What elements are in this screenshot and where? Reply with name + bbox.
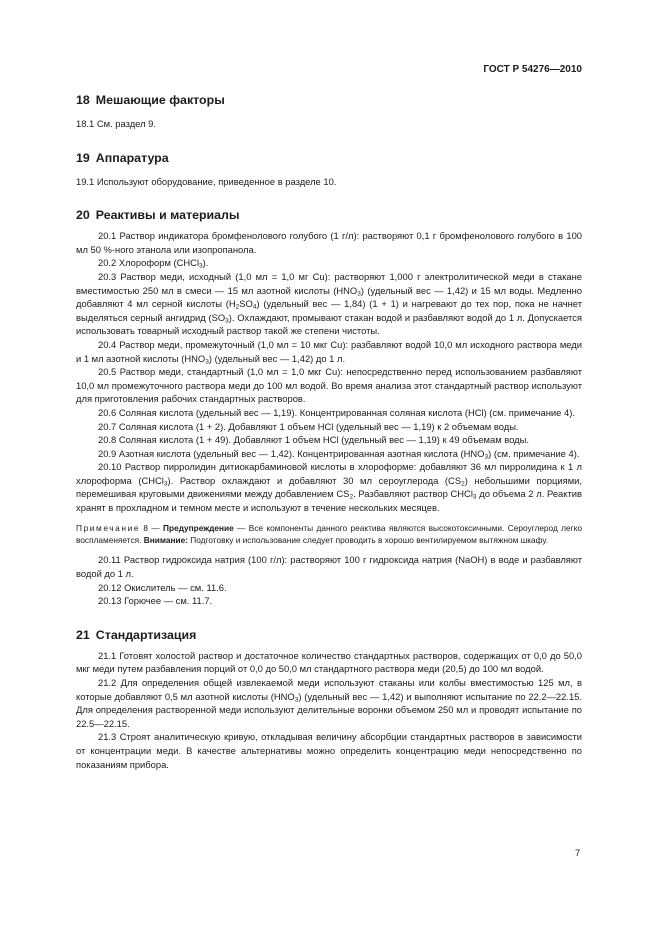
subscript: 3 xyxy=(484,453,489,461)
paragraph-19-1: 19.1 Используют оборудование, приведенное в разделе 10. xyxy=(76,175,337,187)
paragraph-20-12: 20.12 Окислитель — см. 11.6. xyxy=(98,581,227,593)
subscript: 3 xyxy=(199,262,203,270)
text-run: 20.4 Раствор меди, промежуточный (1,0 мл = 10 мкг Cu): разбавляют водой 10,0 мл исходного раствора меди и 1 мл азотной кислоты (HNO xyxy=(76,338,582,364)
section-title: Аппаратура xyxy=(95,150,169,165)
section-title: Стандартизация xyxy=(95,627,197,642)
note-label: Примечание xyxy=(76,522,141,533)
paragraph-20-6: 20.6 Соляная кислота (удельный вес — 1,19). Концентрированная соляная кислота (HCl) (см. примечание 4). xyxy=(98,406,575,418)
section-20-heading xyxy=(76,207,582,223)
subscript: 3 xyxy=(163,480,168,488)
text-run: до объема 2 л. Реактив хранят в прохладном и темном месте и используют в течение нескольких месяцев. xyxy=(76,488,582,514)
paragraph-21-3: 21.3 Строят аналитическую кривую, откладывая величину абсорбции стандартных растворов в зависимости от концентрации меди. В качестве альтернативы можно определить концентрацию меди непосредственно по показаниям прибора. xyxy=(76,731,582,770)
subscript: 3 xyxy=(472,493,477,501)
text-run: Подготовку и использование следует проводить в хорошо вентилируемом вытяжном шкафу. xyxy=(187,535,549,546)
text-run: 21.2 Для определения общей извлекаемой меди используют стаканы или колбы вместимостью 125 мл, в которые добавляют 0,5 мл азотной кислоты (HNO xyxy=(76,677,582,702)
text-run: . Разбавляют раствор CHCl xyxy=(353,488,473,500)
subscript: 3 xyxy=(357,290,361,298)
paragraph-20-10 xyxy=(76,460,582,514)
paragraph-18-1: 18.1 См. раздел 9. xyxy=(76,118,156,129)
text-run: 8 — xyxy=(140,522,164,533)
section-21-heading xyxy=(76,627,582,643)
subscript: 4 xyxy=(252,303,257,311)
text-run: ) (удельный вес — 1,42) до 1 л. xyxy=(208,352,346,364)
page-number: 7 xyxy=(575,847,581,858)
subscript: 3 xyxy=(225,317,229,325)
text-run: ) (см. примечание 4). xyxy=(488,447,580,459)
attention-label: Внимание: xyxy=(143,535,188,546)
text-run: SO xyxy=(239,298,253,310)
section-20-body xyxy=(76,229,582,608)
text-run: — Все компоненты данного реактива являются высокотоксичными. Сероуглерод легко воспламеняется. xyxy=(76,522,583,546)
paragraph-20-8: 20.8 Соляная кислота (1 + 49). Добавляют 1 объем HCl (удельный вес — 1,19) к 49 объемам воды. xyxy=(98,434,529,446)
text-run: ). xyxy=(202,257,209,269)
paragraph-20-9 xyxy=(76,447,582,461)
paragraph-20-7: 20.7 Соляная кислота (1 + 2). Добавляют 1 объем HCl (удельный вес — 1,19) к 2 объемам воды. xyxy=(98,420,519,432)
subscript: 2 xyxy=(461,480,465,488)
section-18-heading xyxy=(76,92,582,108)
section-21-body xyxy=(76,649,582,771)
warning-label: Предупреждение xyxy=(163,522,234,533)
page-content xyxy=(76,92,582,771)
section-number: 21 xyxy=(76,627,90,642)
text-run: ) (удельный вес — 1,42) и выполняют испытание по 22.2—22.15. Для определения растворенной меди используют делительные воронки объемом 250 мл и проводят испытание по 22.5—22.15. xyxy=(76,690,582,729)
subscript: 2 xyxy=(349,493,354,501)
document-header: ГОСТ Р 54276—2010 xyxy=(483,64,582,75)
warning-note xyxy=(76,522,582,547)
text-run: 20.10 Раствор пирролидин дитиокарбаминовой кислоты в хлороформе: добавляют 36 мл пирролидина к 1 л хлороформа (CHCl xyxy=(76,461,582,486)
section-number: 19 xyxy=(76,150,90,165)
section-title: Реактивы и материалы xyxy=(95,208,240,223)
text-run: ) (удельный вес — 1,42) и 15 мл воды. Медленно добавляют 4 мл серной кислоты (H xyxy=(76,284,582,310)
section-title: Мешающие факторы xyxy=(95,93,225,107)
text-run: ) небольшими порциями, перемешивая круговыми движениями между добавлением CS xyxy=(76,474,582,500)
section-19-heading xyxy=(76,150,582,166)
paragraph-20-3 xyxy=(76,270,582,338)
subscript: 3 xyxy=(294,696,299,704)
subscript: 3 xyxy=(205,358,209,366)
section-number: 20 xyxy=(76,208,90,223)
text-run: 20.9 Азотная кислота (удельный вес — 1,42). Концентрированная азотная кислота (HNO xyxy=(98,447,485,459)
paragraph-20-11: 20.11 Раствор гидроксида натрия (100 г/л): растворяют 100 г гидроксида натрия (NaOH) в воде и разбавляют водой до 1 л. xyxy=(76,554,582,580)
paragraph-20-5: 20.5 Раствор меди, стандартный (1,0 мл = 1,0 мкг Cu): непосредственно перед использованием разбавляют 10,0 мл промежуточного раствора меди до 100 мл водой. Во время анализа этот стандартный раствор используют для приготовления рабочих стандартных растворов. xyxy=(76,366,582,405)
section-number: 18 xyxy=(76,93,90,107)
text-run: ) (удельный вес — 1,84) (1 + 1) и нагревают до тех пор, пока не начнет выделяться серный ангидрид (SO xyxy=(76,298,582,323)
paragraph-20-13: 20.13 Горючее — см. 11.7. xyxy=(98,595,213,607)
paragraph-21-2 xyxy=(76,676,582,730)
paragraph-20-2 xyxy=(76,256,582,270)
text-run: ). Охлаждают, промывают стакан водой и разбавляют водой до 1 л. Допускается использовать товарный исходный раствор такой же степени чистоты. xyxy=(76,311,582,337)
text-run: 20.2 Хлороформ (CHCl xyxy=(98,257,200,269)
paragraph-20-4 xyxy=(76,338,582,365)
paragraph-21-1: 21.1 Готовят холостой раствор и достаточное количество стандартных растворов, содержащих от 0,0 до 50,0 мкг меди путем разбавления порций от 0,0 до 50,0 мл стандартного раствора меди (20,5) до 100 мл водой. xyxy=(76,649,582,675)
text-run: ). Раствор охлаждают и добавляют 30 мл сероуглерода (CS xyxy=(167,474,462,486)
paragraph-20-1: 20.1 Раствор индикатора бромфенолового голубого (1 г/л): растворяют 0,1 г бромфенолового голубого в 100 мл 50 %-ного этанола или изопропанола. xyxy=(76,230,582,255)
subscript: 2 xyxy=(235,303,240,311)
text-run: 20.3 Раствор меди, исходный (1,0 мл = 1,0 мг Cu): растворяют 1,000 г электролитической меди в стакане вместимостью 250 мл в смеси — 15 мл азотной кислоты (HNO xyxy=(76,270,582,296)
